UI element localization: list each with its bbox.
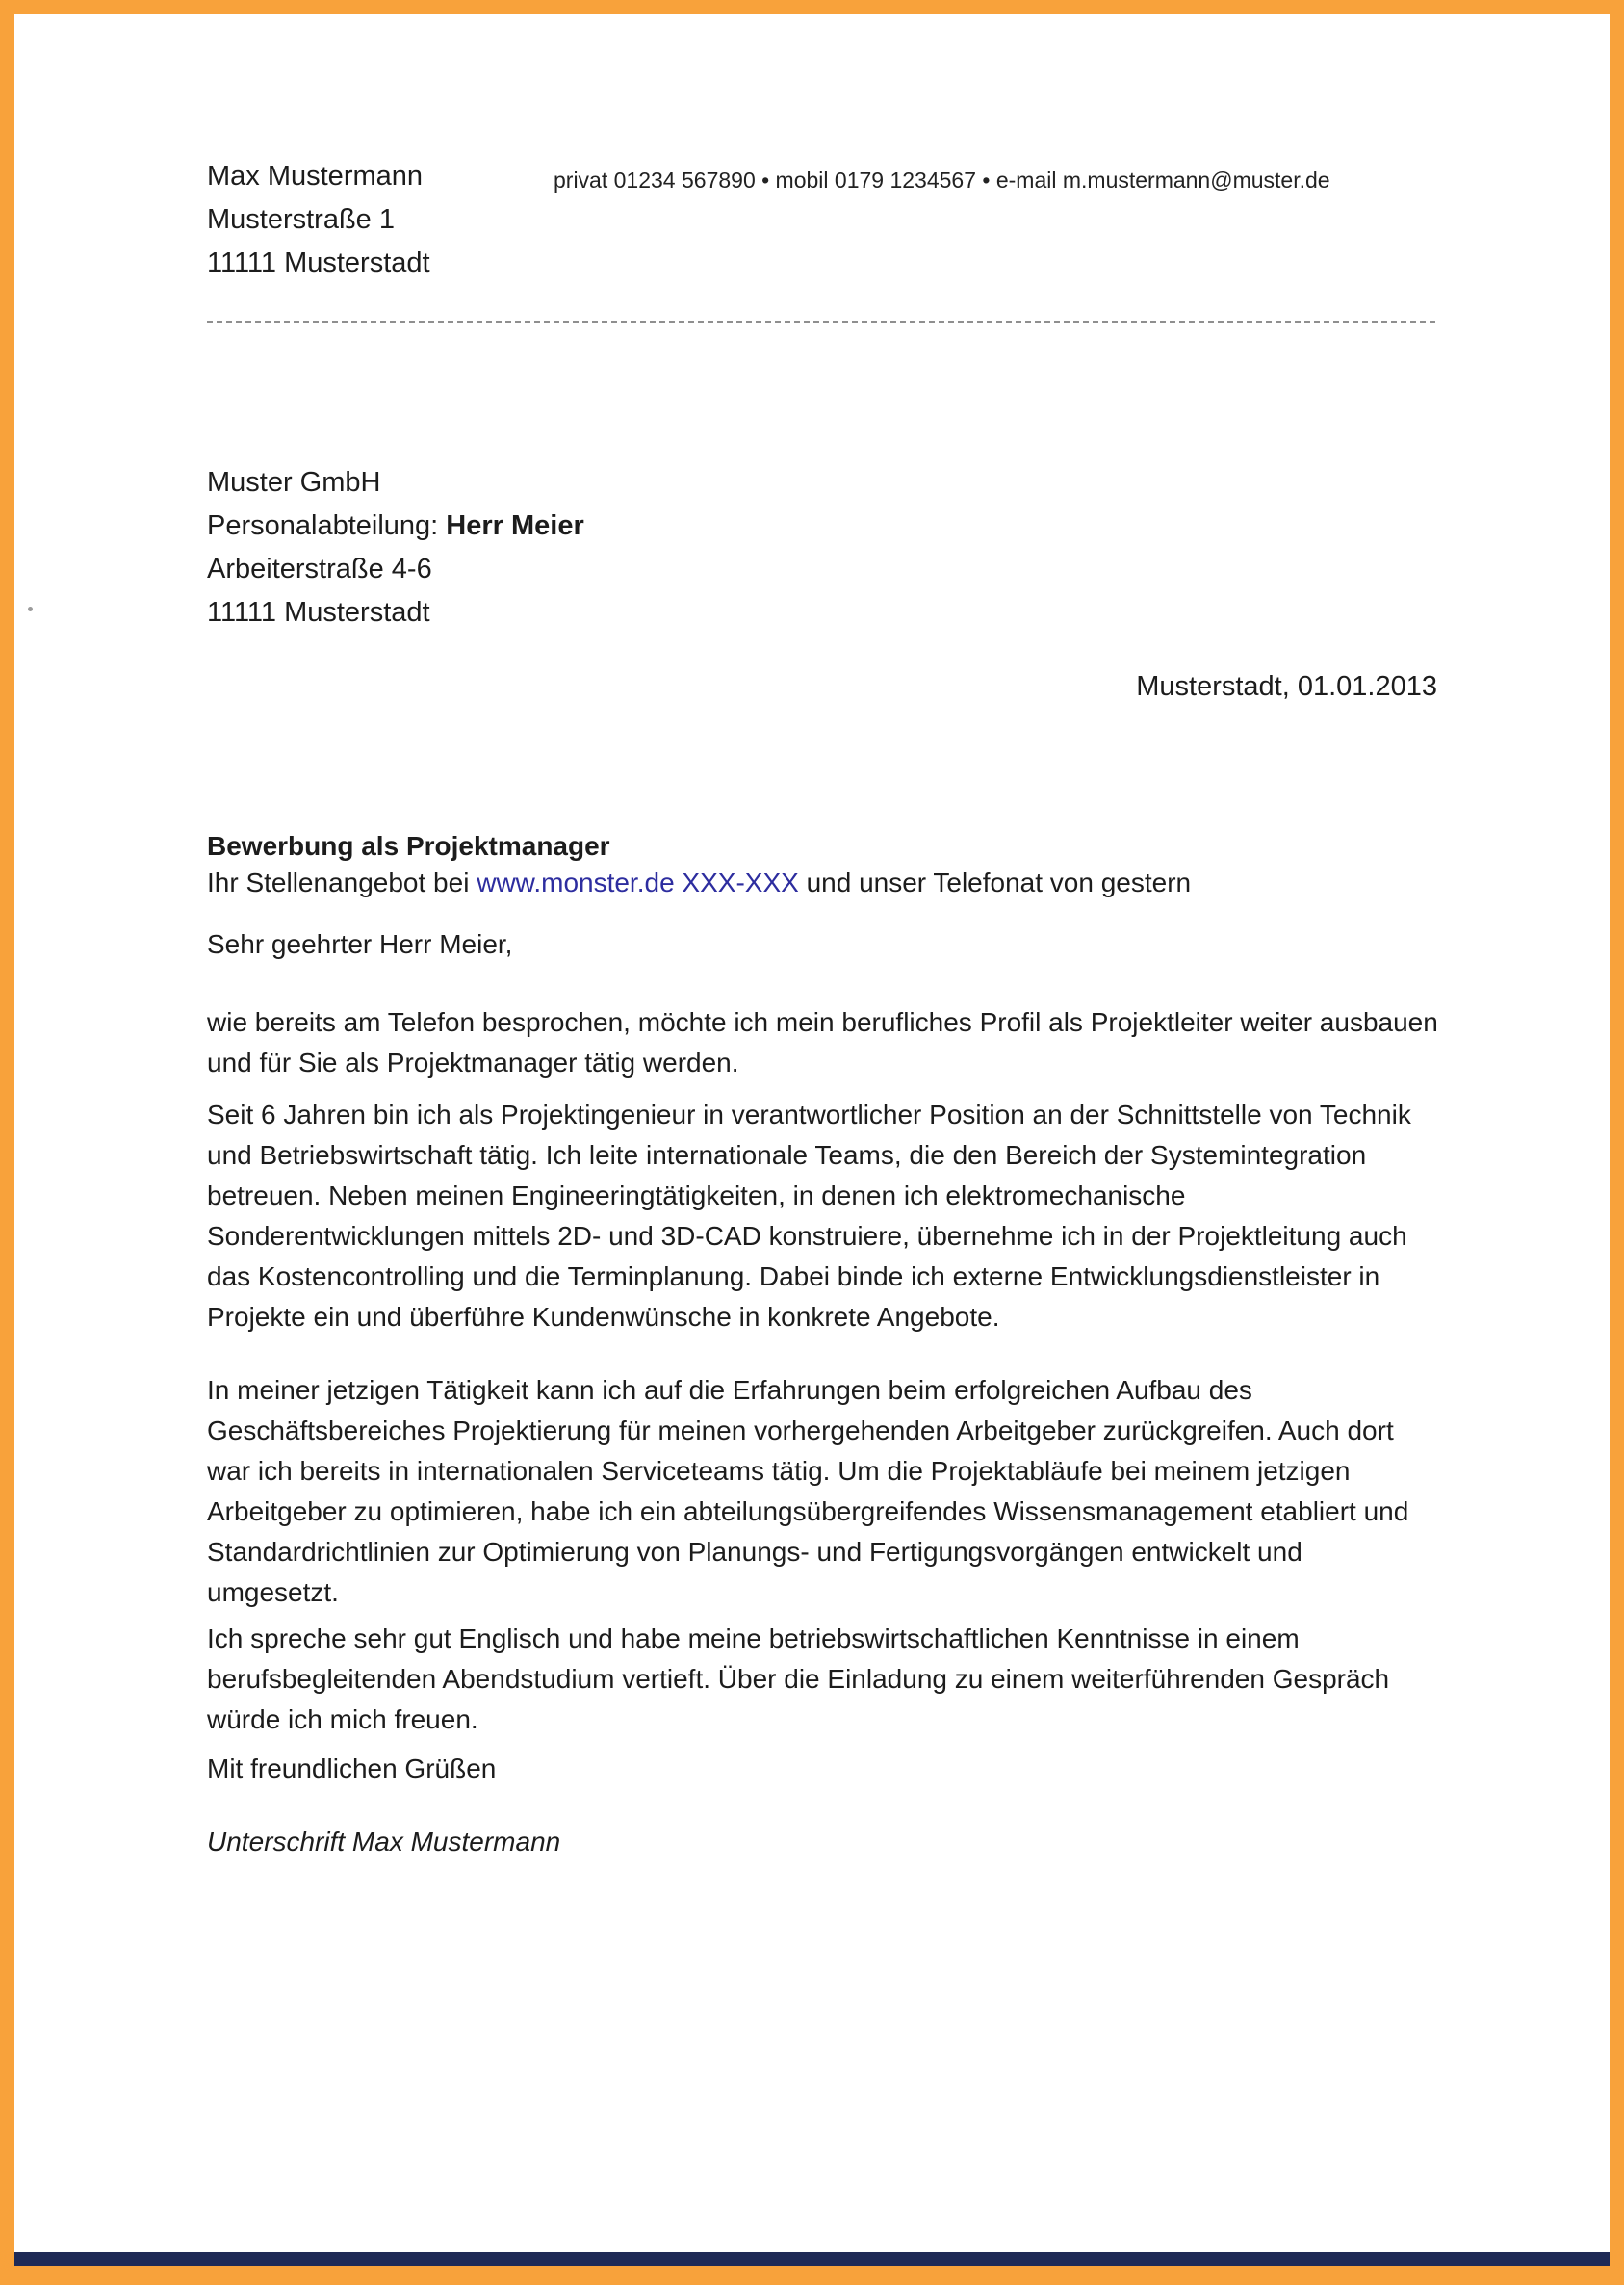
sender-block [207,155,430,285]
recipient-contact-person: Herr Meier [446,510,584,541]
recipient-block [207,461,584,635]
subject-block [207,828,1191,901]
subject-reference-prefix: Ihr Stellenangebot bei [207,868,477,897]
job-posting-link[interactable]: www.monster.de XXX-XXX [477,868,799,897]
scan-speck [28,607,33,611]
recipient-company: Muster GmbH [207,467,381,498]
sender-street: Musterstraße 1 [207,204,395,235]
letter-page [14,14,1610,2266]
subject-title: Bewerbung als Projektmanager [207,831,610,861]
sender-city: 11111 Musterstadt [207,247,430,278]
bottom-navy-bar [14,2252,1610,2266]
body-paragraph-3: In meiner jetzigen Tätigkeit kann ich auf die Erfahrungen beim erfolgreichen Aufbau des Geschäftsbereiches Projektierung für meinen vorhergehenden Arbeitgeber zurückgreifen. Auch dort war ich bereits in internationalen Serviceteams tätig. Um die Projektabläufe bei meinem jetzigen Arbeitgeber zu optimieren, habe ich ein abteilungsübergreifendes Wissensmanagement etabliert und Standardrichtlinien zur Optimierung von Planungs- und Fertigungsvorgängen entwickelt und umgesetzt. [207,1375,1409,1607]
dashed-separator [207,321,1437,323]
sender-contact-line: privat 01234 567890 • mobil 0179 1234567 • e-mail m.mustermann@muster.de [554,168,1330,193]
recipient-city: 11111 Musterstadt [207,597,430,628]
body-paragraph-2: Seit 6 Jahren bin ich als Projektingenieur in verantwortlicher Position an der Schnittstelle von Technik und Betriebswirtschaft tätig. Ich leite internationale Teams, die den Bereich der Systemintegration betreuen. Neben meinen Engineeringtätigkeiten, in denen ich elektromechanische Sonderentwicklungen mittels 2D- und 3D-CAD konstruiere, übernehme ich in der Projektleitung auch das Kostencontrolling und die Terminplanung. Dabei binde ich externe Entwicklungsdienstleister in Projekte ein und überführe Kundenwünsche in konkrete Angebote. [207,1100,1411,1332]
salutation: Sehr geehrter Herr Meier, [207,929,513,959]
body-paragraph-1: wie bereits am Telefon besprochen, möchte ich mein berufliches Profil als Projektleiter weiter ausbauen und für Sie als Projektmanager tätig werden. [207,1007,1438,1078]
subject-reference-suffix: und unser Telefonat von gestern [798,868,1192,897]
subject-reference-line [207,865,1191,901]
closing-line: Mit freundlichen Grüßen [207,1753,497,1783]
recipient-department-line [207,505,584,548]
sender-name: Max Mustermann [207,161,424,192]
body-paragraph-4: Ich spreche sehr gut Englisch und habe meine betriebswirtschaftlichen Kenntnisse in einem berufsbegleitenden Abendstudium vertieft. Über die Einladung zu einem weiterführenden Gespräch würde ich mich freuen. [207,1623,1390,1734]
signature-line: Unterschrift Max Mustermann [207,1827,561,1857]
recipient-street: Arbeiterstraße 4-6 [207,554,432,584]
recipient-department-label: Personalabteilung: [207,510,447,541]
date-line: Musterstadt, 01.01.2013 [1136,671,1437,702]
